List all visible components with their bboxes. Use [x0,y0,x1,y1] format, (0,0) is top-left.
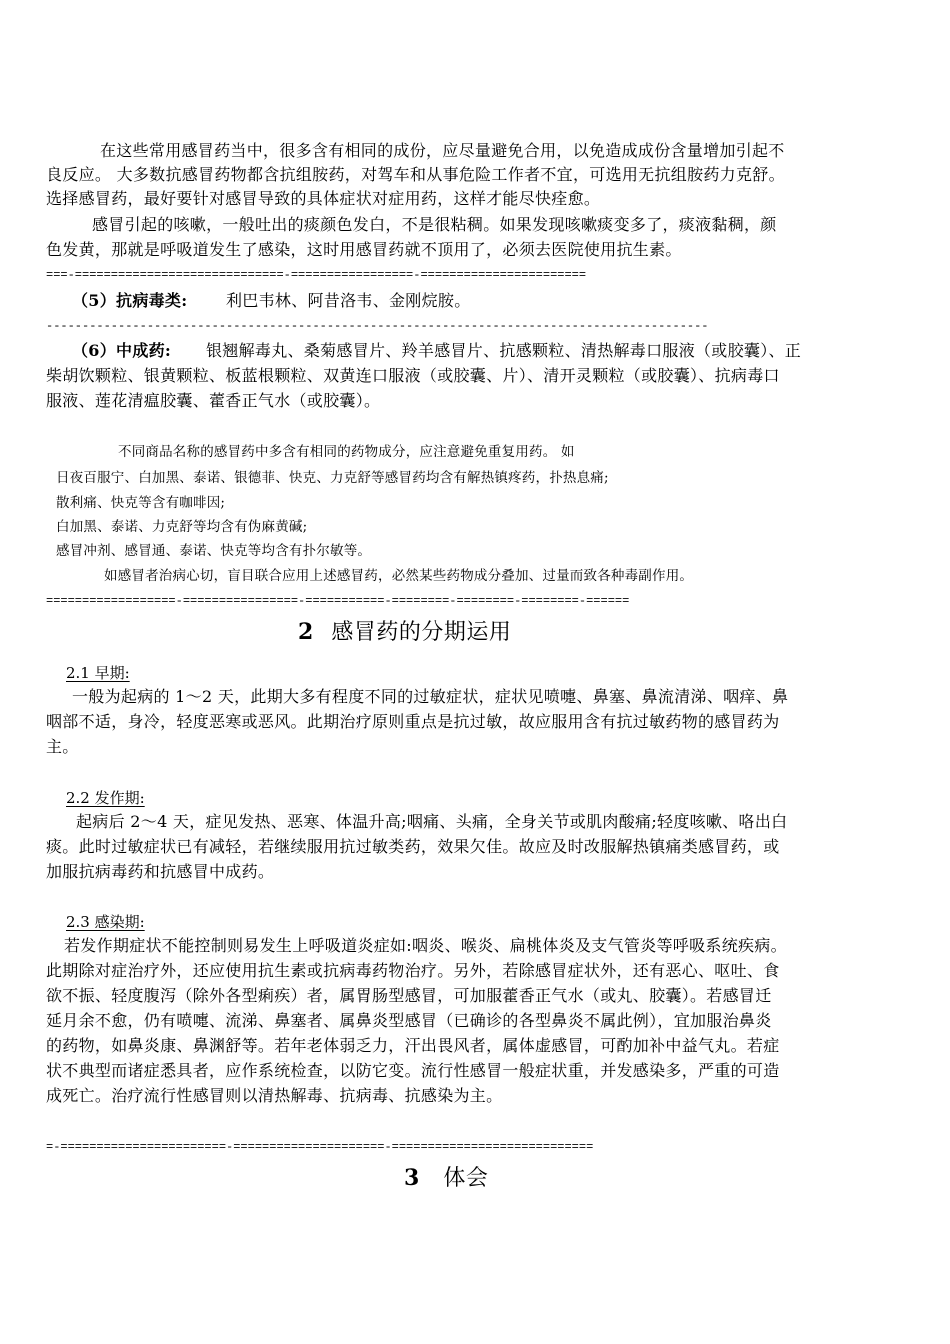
intro-p2-line2: 色发黄，那就是呼吸道发生了感染，这时用感冒药就不顶用了，必须去医院使用抗生素。 [46,240,682,259]
intro-p1-line1: 在这些常用感冒药当中，很多含有相同的成份，应尽量避免合用，以免造成成份含量增加引起不 [100,141,785,160]
infection-line5: 的药物，如鼻炎康、鼻渊舒等。若年老体弱乏力，汗出畏风者，属体虚感冒，可酌加补中益气丸。若症 [46,1036,780,1055]
antiviral-content: 利巴韦林、阿昔洛韦、金刚烷胺。 [226,291,471,310]
onset-line2: 痰。此时过敏症状已有减轻，若继续服用抗过敏类药，效果欠佳。故应及时改服解热镇痛类感冒药，或 [46,837,780,856]
tcm-line3: 服液、莲花清瘟胶囊、藿香正气水（或胶囊）。 [46,391,381,410]
early-line3: 主。 [46,737,79,756]
onset-heading: 2.2 发作期: [66,789,145,807]
intro-p1-line3: 选择感冒药，最好要针对感冒导致的具体症状对症用药，这样才能尽快痊愈。 [46,189,601,208]
early-line2: 咽部不适，身冷，轻度恶寒或恶风。此期治疗原则重点是抗过敏，故应服用含有抗过敏药物的感冒药为 [46,712,780,731]
intro-p1-line2: 良反应。 大多数抗感冒药物都含抗组胺药，对驾车和从事危险工作者不宜，可选用无抗组胺药力克舒。 [46,165,785,184]
tcm-line2: 柴胡饮颗粒、银黄颗粒、板蓝根颗粒、双黄连口服液（或胶囊、片）、清开灵颗粒（或胶囊）、抗病毒口 [46,366,780,385]
note-line6: 如感冒者治病心切，盲目联合应用上述感冒药，必然某些药物成分叠加、过量而致各种毒副作用。 [104,568,694,584]
infection-line7: 成死亡。治疗流行性感冒则以清热解毒、抗病毒、抗感染为主。 [46,1086,503,1105]
tcm-label: （6）中成药: [72,341,172,360]
onset-line3: 加服抗病毒药和抗感冒中成药。 [46,862,275,881]
chapter-3-number: 3 [404,1165,420,1191]
infection-line4: 延月余不愈，仍有喷嚏、流涕、鼻塞者、属鼻炎型感冒（已确诊的各型鼻炎不属此例），宜加服治鼻炎 [46,1011,772,1030]
infection-line2: 此期除对症治疗外，还应使用抗生素或抗病毒药物治疗。另外，若除感冒症状外，还有恶心、呕吐、食 [46,961,780,980]
divider-4: =-=======================-=====================-============================ [46,1140,594,1154]
intro-p2-line1: 感冒引起的咳嗽，一般吐出的痰颜色发白，不是很粘稠。如果发现咳嗽痰变多了，痰液黏稠，颜 [92,215,777,234]
infection-line1: 若发作期症状不能控制则易发生上呼吸道炎症如:咽炎、喉炎、扁桃体炎及支气管炎等呼吸系统疾病。 [64,936,787,955]
note-line1: 不同商品名称的感冒药中多含有相同的药物成分，应注意避免重复用药。 如 [118,444,575,460]
early-heading: 2.1 早期: [66,664,130,682]
note-line4: 白加黑、泰诺、力克舒等均含有伪麻黄碱; [56,519,308,535]
onset-line1: 起病后 2～4 天，症见发热、恶寒、体温升高;咽痛、头痛，全身关节或肌肉酸痛;轻度咳嗽、咯出白 [76,812,788,831]
chapter-3-heading [404,1164,488,1193]
note-line2: 日夜百服宁、白加黑、泰诺、银德菲、快克、力克舒等感冒药均含有解热镇疼药，扑热息痛; [56,470,609,486]
chapter-3-title: 体会 [443,1166,489,1191]
note-line5: 感冒冲剂、感冒通、泰诺、快克等均含有扑尔敏等。 [56,543,372,559]
divider-2: -------------------------------------------------------------------------------------------- [46,319,709,333]
divider-1: ===-=============================-=================-======================= [46,268,587,282]
chapter-2-number: 2 [298,619,314,645]
infection-line3: 欲不振、轻度腹泻（除外各型痢疾）者，属胃肠型感冒，可加服藿香正气水（或丸、胶囊）。若感冒迁 [46,986,772,1005]
antiviral-label: （5）抗病毒类: [72,291,188,310]
chapter-2-title: 感冒药的分期运用 [331,620,512,645]
note-line3: 散利痛、快克等含有咖啡因; [56,495,226,511]
chapter-2-heading [298,618,511,647]
divider-3: ==================-================-===========-========-========-========-====== [46,594,630,608]
infection-heading: 2.3 感染期: [66,913,145,931]
early-line1: 一般为起病的 1～2 天，此期大多有程度不同的过敏症状，症状见喷嚏、鼻塞、鼻流清涕、咽痒、鼻 [72,687,789,706]
infection-line6: 状不典型而诸症悉具者，应作系统检查，以防它变。流行性感冒一般症状重，并发感染多，严重的可造 [46,1061,780,1080]
tcm-line1: 银翘解毒丸、桑菊感冒片、羚羊感冒片、抗感颗粒、清热解毒口服液（或胶囊）、正 [206,341,802,360]
